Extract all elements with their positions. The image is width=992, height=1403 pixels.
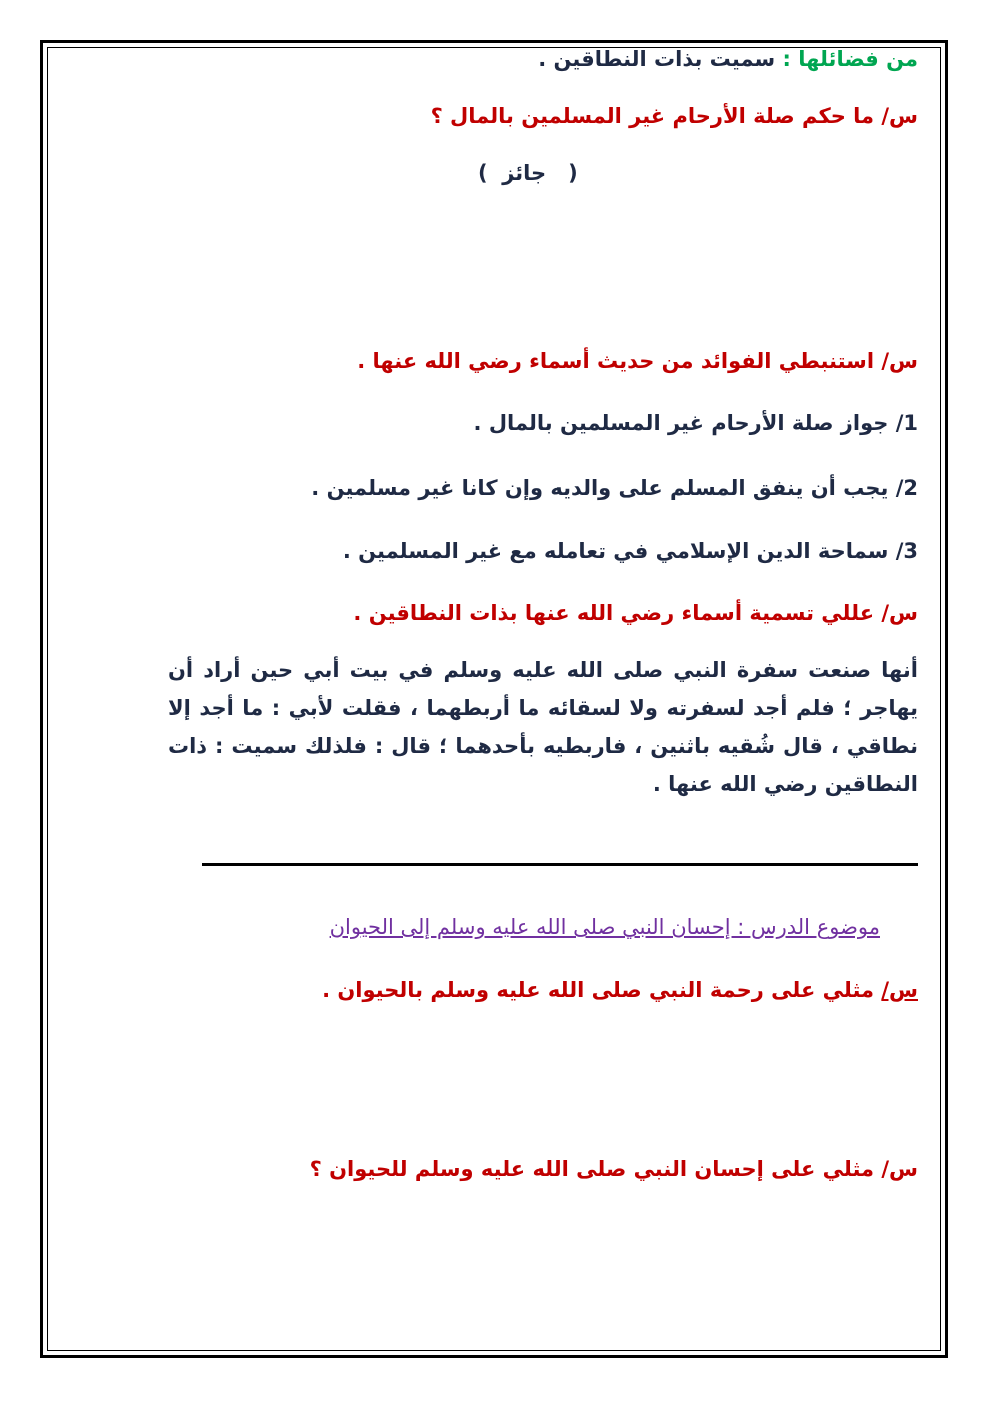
question-4-text: مثلي على رحمة النبي صلى الله عليه وسلم بالحيوان . (322, 978, 882, 1002)
answer-3-paragraph: أنها صنعت سفرة النبي صلى الله عليه وسلم في بيت أبي حين أراد أن يهاجر ؛ فلم أجد لسفرته ولا لسقائه ما أربطهما ، فقلت لأبي : ما أجد إلا نطاقي ، قال شُقيه باثنين ، فاربطيه بأحدهما ؛ قال : فلذلك سميت : ذات النطاقين رضي الله عنها . (168, 658, 918, 796)
question-4-prefix: س/ (881, 978, 918, 1002)
page-border-inner (47, 47, 941, 1351)
lesson-title: موضوع الدرس : إحسان النبي صلى الله عليه وسلم إلى الحيوان (329, 915, 880, 939)
answer-1: ( جائز ) (478, 161, 578, 185)
question-3: س/ عللي تسمية أسماء رضي الله عنها بذات النطاقين . (353, 601, 918, 625)
question-4 (322, 975, 918, 1005)
benefit-item-2: 2/ يجب أن ينفق المسلم على والديه وإن كانا غير مسلمين . (311, 476, 918, 500)
question-2: س/ استنبطي الفوائد من حديث أسماء رضي الله عنها . (357, 349, 918, 373)
question-1: س/ ما حكم صلة الأرحام غير المسلمين بالمال ؟ (430, 104, 918, 128)
top-cut-line (538, 47, 918, 74)
virtues-text: سميت بذات النطاقين . (538, 47, 783, 71)
benefit-item-3: 3/ سماحة الدين الإسلامي في تعامله مع غير المسلمين . (342, 539, 918, 563)
virtues-label: من فضائلها : (782, 47, 918, 71)
question-5: س/ مثلي على إحسان النبي صلى الله عليه وسلم للحيوان ؟ (309, 1157, 918, 1181)
section-divider (202, 863, 918, 866)
benefit-item-1: 1/ جواز صلة الأرحام غير المسلمين بالمال . (473, 411, 918, 435)
